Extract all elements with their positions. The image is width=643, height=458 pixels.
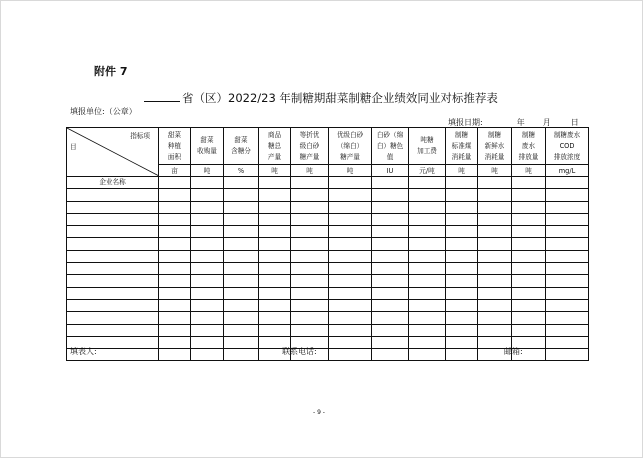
table-row (67, 250, 589, 262)
table-cell[interactable] (291, 324, 329, 336)
table-cell[interactable] (409, 238, 446, 250)
table-cell[interactable] (259, 213, 291, 225)
table-cell[interactable] (512, 189, 546, 201)
table-cell[interactable] (224, 177, 259, 189)
table-cell[interactable] (409, 263, 446, 275)
corner-indicator: 指标项 (130, 132, 150, 140)
table-cell[interactable] (159, 189, 191, 201)
table-cell[interactable] (224, 250, 259, 262)
table-cell[interactable] (446, 312, 478, 324)
table-row (67, 213, 589, 225)
table-cell[interactable] (224, 349, 259, 361)
table-cell[interactable] (191, 299, 224, 311)
table-cell[interactable] (159, 349, 191, 361)
table-cell[interactable] (191, 263, 224, 275)
table-cell[interactable] (546, 299, 589, 311)
table-cell[interactable] (446, 349, 478, 361)
table-cell[interactable] (409, 213, 446, 225)
table-cell[interactable] (159, 336, 191, 348)
column-unit: 亩 (159, 165, 191, 177)
table-cell[interactable] (372, 336, 409, 348)
table-cell[interactable] (291, 312, 329, 324)
table-cell[interactable] (372, 263, 409, 275)
table-cell[interactable] (224, 312, 259, 324)
table-cell[interactable] (372, 349, 409, 361)
table-cell[interactable] (512, 226, 546, 238)
corner-item: 目 (70, 143, 77, 151)
table-cell[interactable] (329, 213, 372, 225)
table-row (67, 263, 589, 275)
table-cell[interactable] (546, 275, 589, 287)
column-unit: IU (372, 165, 409, 177)
fill-date-month: 月 (542, 118, 551, 127)
filler-label: 填表人: (70, 347, 97, 356)
table-cell[interactable] (291, 299, 329, 311)
table-cell[interactable] (372, 299, 409, 311)
table-cell[interactable] (372, 238, 409, 250)
table-cell[interactable] (372, 213, 409, 225)
column-header-label: 白砂（绵 白）糖色 值 (376, 130, 404, 161)
table-cell[interactable] (478, 213, 512, 225)
table-cell[interactable] (67, 287, 159, 299)
table-cell[interactable] (446, 177, 478, 189)
table-cell[interactable] (259, 324, 291, 336)
table-cell[interactable] (67, 250, 159, 262)
table-row (67, 312, 589, 324)
table-cell[interactable] (224, 287, 259, 299)
table-row (67, 226, 589, 238)
table-cell[interactable] (67, 189, 159, 201)
table-cell[interactable] (329, 324, 372, 336)
table-cell[interactable] (191, 238, 224, 250)
column-unit: 吨 (191, 165, 224, 177)
table-cell[interactable] (409, 299, 446, 311)
table-cell[interactable] (546, 189, 589, 201)
column-header (224, 128, 259, 165)
table-cell[interactable] (329, 299, 372, 311)
table-cell[interactable] (224, 263, 259, 275)
table-cell[interactable] (159, 312, 191, 324)
column-header (191, 128, 224, 165)
table-cell[interactable] (478, 201, 512, 213)
table-cell[interactable] (191, 177, 224, 189)
table-cell[interactable] (329, 189, 372, 201)
table-cell[interactable] (512, 213, 546, 225)
column-header-label: 甜菜 种植 面积 (167, 130, 182, 161)
table-cell[interactable] (409, 201, 446, 213)
column-unit: 元/吨 (409, 165, 446, 177)
table-cell[interactable] (191, 324, 224, 336)
table-cell[interactable] (224, 299, 259, 311)
table-cell[interactable] (372, 287, 409, 299)
table-cell[interactable] (372, 312, 409, 324)
column-header-label: 吨糖 加工费 (417, 136, 437, 155)
table-cell[interactable] (159, 177, 191, 189)
column-unit: 吨 (478, 165, 512, 177)
table-cell[interactable] (191, 201, 224, 213)
table-cell[interactable] (372, 177, 409, 189)
table-cell[interactable] (446, 263, 478, 275)
table-cell[interactable] (372, 250, 409, 262)
table-cell[interactable] (546, 336, 589, 348)
table-cell[interactable] (159, 263, 191, 275)
table-cell[interactable] (159, 287, 191, 299)
table-row (67, 238, 589, 250)
fill-unit-label: 填报单位:（公章） (70, 107, 137, 116)
title-text: 省（区）2022/23 年制糖期甜菜制糖企业绩效同业对标推荐表 (182, 91, 498, 105)
table-cell[interactable] (372, 201, 409, 213)
page-title (144, 90, 498, 106)
table-cell[interactable] (191, 275, 224, 287)
table-cell[interactable] (478, 177, 512, 189)
table-cell[interactable] (291, 250, 329, 262)
table-cell[interactable] (512, 287, 546, 299)
table-cell[interactable] (512, 324, 546, 336)
table-cell[interactable] (329, 226, 372, 238)
table-cell[interactable] (546, 312, 589, 324)
table-cell[interactable] (409, 324, 446, 336)
column-header (159, 128, 191, 165)
table-cell[interactable] (409, 275, 446, 287)
table-cell[interactable] (191, 349, 224, 361)
table-cell[interactable] (546, 263, 589, 275)
table-cell[interactable] (191, 213, 224, 225)
table-cell[interactable] (224, 201, 259, 213)
table-cell[interactable] (224, 189, 259, 201)
table-cell[interactable] (291, 177, 329, 189)
table-cell[interactable] (512, 238, 546, 250)
table-cell[interactable] (291, 275, 329, 287)
table-row (67, 299, 589, 311)
table-cell[interactable] (224, 213, 259, 225)
column-unit: 吨 (329, 165, 372, 177)
table-cell[interactable] (329, 312, 372, 324)
table-cell[interactable] (546, 213, 589, 225)
column-header (512, 128, 546, 165)
table-cell[interactable] (224, 238, 259, 250)
header-row (67, 128, 589, 165)
table-cell[interactable] (159, 275, 191, 287)
column-header-label: 制糖废水 COD 排放浓度 (553, 130, 581, 161)
table-cell[interactable] (329, 201, 372, 213)
column-header (372, 128, 409, 165)
table-cell[interactable] (512, 177, 546, 189)
table-cell[interactable] (291, 238, 329, 250)
column-unit: 吨 (259, 165, 291, 177)
table-cell[interactable] (259, 177, 291, 189)
table-cell[interactable] (546, 226, 589, 238)
table-cell[interactable] (512, 312, 546, 324)
column-header-label: 商品 糖总 产量 (267, 130, 282, 161)
table-cell[interactable] (372, 275, 409, 287)
table-cell[interactable] (329, 250, 372, 262)
column-header-label: 甜菜 收购量 (197, 136, 217, 155)
column-header-label: 制糖 废水 排放量 (518, 130, 539, 161)
table-cell[interactable] (159, 299, 191, 311)
table-cell[interactable] (409, 336, 446, 348)
column-unit: mg/L (546, 165, 589, 177)
table-cell[interactable] (67, 324, 159, 336)
table-cell[interactable] (291, 213, 329, 225)
attachment-label: 附件 7 (94, 65, 128, 78)
table-cell[interactable] (329, 263, 372, 275)
table-cell[interactable] (372, 324, 409, 336)
table-cell[interactable] (224, 226, 259, 238)
table-cell[interactable] (259, 226, 291, 238)
table-row (67, 275, 589, 287)
column-unit: 吨 (512, 165, 546, 177)
table-cell[interactable] (291, 226, 329, 238)
table-cell[interactable] (446, 324, 478, 336)
table-cell[interactable] (67, 312, 159, 324)
table-cell[interactable] (259, 250, 291, 262)
table-cell[interactable] (191, 189, 224, 201)
table-cell[interactable] (67, 238, 159, 250)
table-cell[interactable] (67, 213, 159, 225)
table-cell[interactable] (259, 201, 291, 213)
table-cell[interactable] (159, 238, 191, 250)
table-cell[interactable] (329, 287, 372, 299)
table-cell[interactable] (409, 177, 446, 189)
column-header (546, 128, 589, 165)
recommendation-table (66, 127, 589, 361)
table-cell[interactable] (291, 201, 329, 213)
table-row (67, 177, 589, 189)
table-cell[interactable] (512, 275, 546, 287)
table-cell[interactable] (159, 213, 191, 225)
column-header-label: 等折优 级白砂 糖产量 (299, 130, 320, 161)
column-header (259, 128, 291, 165)
table-cell[interactable] (159, 250, 191, 262)
corner-cell (67, 128, 159, 177)
table-cell[interactable] (409, 312, 446, 324)
table-cell[interactable] (446, 213, 478, 225)
phone-label: 联系电话: (282, 347, 317, 356)
table-cell[interactable] (291, 263, 329, 275)
table-cell[interactable] (329, 336, 372, 348)
table-cell[interactable] (291, 189, 329, 201)
table-cell[interactable] (159, 324, 191, 336)
column-header (409, 128, 446, 165)
table-cell[interactable] (259, 275, 291, 287)
table-cell[interactable] (67, 299, 159, 311)
table-cell[interactable] (478, 263, 512, 275)
table-cell[interactable] (546, 201, 589, 213)
table-cell[interactable] (478, 238, 512, 250)
table-cell[interactable] (329, 349, 372, 361)
table-cell[interactable] (446, 226, 478, 238)
table-cell[interactable] (446, 238, 478, 250)
table-cell[interactable] (329, 238, 372, 250)
table-cell[interactable] (67, 201, 159, 213)
table-cell[interactable] (409, 226, 446, 238)
table-cell[interactable] (478, 189, 512, 201)
table-cell[interactable] (478, 312, 512, 324)
table-cell[interactable] (67, 275, 159, 287)
table-cell[interactable] (329, 177, 372, 189)
table-cell[interactable] (191, 312, 224, 324)
table-cell[interactable] (191, 226, 224, 238)
table-row (67, 324, 589, 336)
table-cell[interactable] (512, 299, 546, 311)
table-cell[interactable] (478, 299, 512, 311)
fill-date-year: 年 (516, 118, 525, 127)
table-cell[interactable] (259, 299, 291, 311)
table-cell[interactable] (446, 250, 478, 262)
province-blank (144, 91, 180, 102)
column-header-label: 优级白砂 （绵白） 糖产量 (336, 130, 364, 161)
table-cell[interactable] (191, 287, 224, 299)
column-header (478, 128, 512, 165)
table-cell[interactable] (224, 324, 259, 336)
table-cell[interactable] (546, 238, 589, 250)
table-cell[interactable] (546, 324, 589, 336)
fill-date-label: 填报日期: (448, 118, 483, 127)
column-unit: 吨 (446, 165, 478, 177)
table-cell[interactable] (546, 177, 589, 189)
table-cell[interactable] (191, 336, 224, 348)
column-header-label: 制糖 标准煤 消耗量 (451, 130, 472, 161)
table-row (67, 201, 589, 213)
table-cell[interactable] (67, 226, 159, 238)
table-cell[interactable] (446, 287, 478, 299)
table-cell[interactable] (67, 263, 159, 275)
column-unit: % (224, 165, 259, 177)
table-cell[interactable] (372, 189, 409, 201)
table-cell[interactable] (546, 349, 589, 361)
table-cell[interactable] (446, 189, 478, 201)
table-cell[interactable] (478, 324, 512, 336)
table-cell[interactable] (512, 201, 546, 213)
table-cell[interactable] (409, 287, 446, 299)
table-cell[interactable] (409, 189, 446, 201)
table-cell[interactable] (159, 226, 191, 238)
table-cell[interactable] (446, 275, 478, 287)
table-cell[interactable] (478, 287, 512, 299)
table-cell[interactable] (259, 287, 291, 299)
fill-date-day: 日 (570, 118, 579, 127)
table-cell[interactable] (224, 275, 259, 287)
table-row (67, 287, 589, 299)
table-cell[interactable] (259, 263, 291, 275)
table-cell[interactable] (546, 250, 589, 262)
company-name-label: 企业名称 (67, 177, 159, 189)
table-cell[interactable] (446, 299, 478, 311)
column-unit: 吨 (291, 165, 329, 177)
table-cell[interactable] (329, 275, 372, 287)
table-cell[interactable] (478, 275, 512, 287)
table-cell[interactable] (512, 250, 546, 262)
table-cell[interactable] (259, 238, 291, 250)
table-cell[interactable] (372, 226, 409, 238)
table-cell[interactable] (159, 201, 191, 213)
table-cell[interactable] (478, 250, 512, 262)
table-cell[interactable] (446, 336, 478, 348)
table-cell[interactable] (409, 250, 446, 262)
table-cell[interactable] (191, 250, 224, 262)
table-cell[interactable] (478, 226, 512, 238)
column-header-label: 制糖 新鲜水 消耗量 (484, 130, 505, 161)
table-row (67, 189, 589, 201)
column-header-label: 甜菜 含糖分 (231, 136, 251, 155)
table-cell[interactable] (546, 287, 589, 299)
table-cell[interactable] (291, 287, 329, 299)
table-cell[interactable] (259, 312, 291, 324)
table-cell[interactable] (446, 201, 478, 213)
table-cell[interactable] (512, 263, 546, 275)
table-cell[interactable] (409, 349, 446, 361)
column-header (291, 128, 329, 165)
email-label: 邮箱: (504, 347, 523, 356)
table-cell[interactable] (224, 336, 259, 348)
column-header (329, 128, 372, 165)
column-header (446, 128, 478, 165)
table-cell[interactable] (259, 189, 291, 201)
page-number: - 9 - (313, 409, 325, 416)
